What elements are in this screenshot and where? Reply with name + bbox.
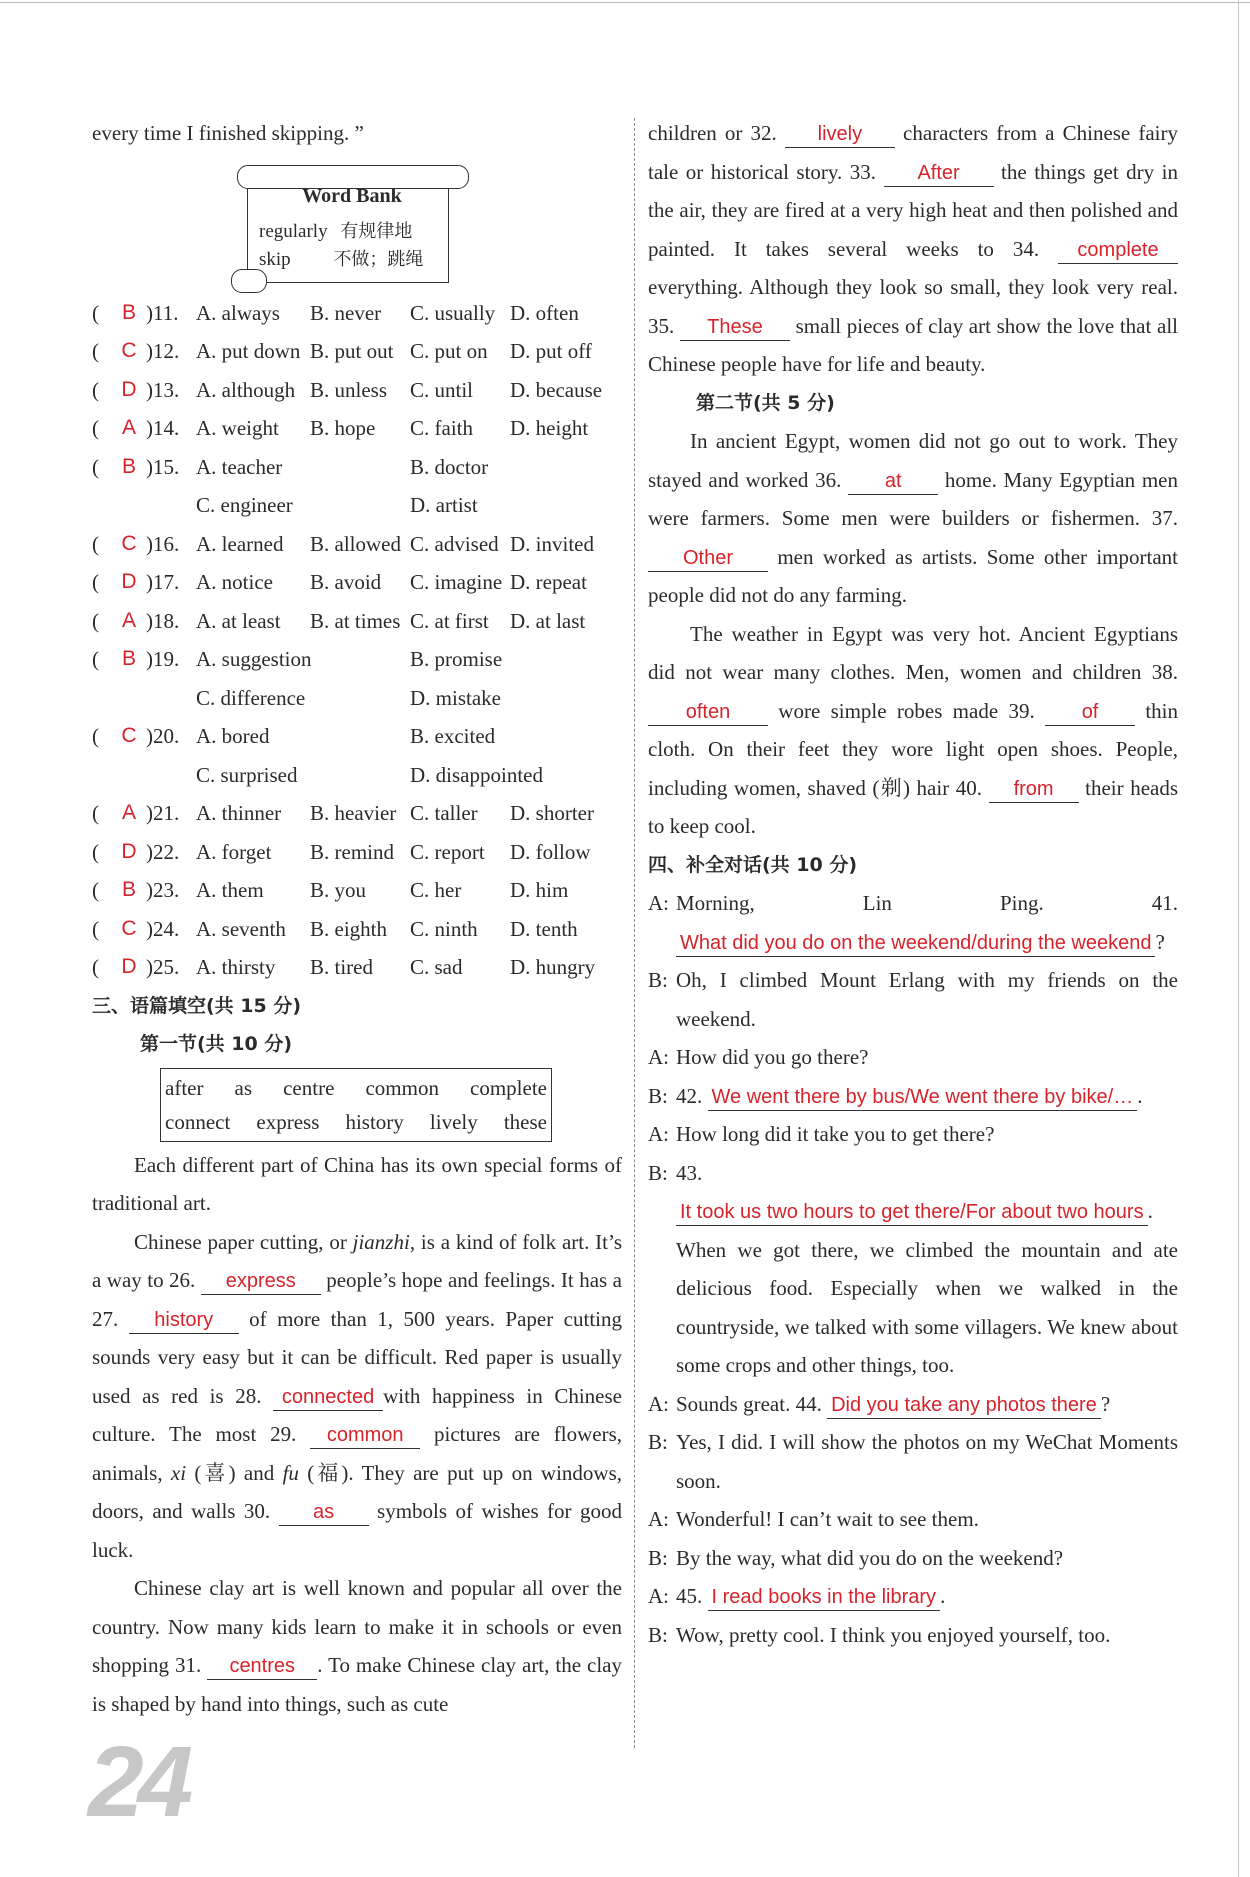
speaker-label: A: bbox=[648, 1391, 669, 1416]
answer-letter: B bbox=[121, 454, 136, 478]
question-number: )24. bbox=[146, 916, 180, 941]
speaker-label: A: bbox=[648, 1045, 669, 1069]
top-rule bbox=[0, 2, 1250, 3]
question-row: ( C )12. A. put down B. put out C. put on D. put off bbox=[92, 332, 622, 371]
answer-letter: B bbox=[121, 647, 136, 670]
dialogue-line: B: Oh, I climbed Mount Erlang with my friends on the weekend. bbox=[648, 961, 1178, 1038]
option-d: D. mistake bbox=[410, 685, 501, 710]
question-row: ( C )24. A. seventh B. eighth C. ninth D. tenth bbox=[92, 910, 622, 949]
paragraph: The weather in Egypt was very hot. Ancient Egyptians did not wear many clothes. Men, women and children 38. often wore simple robes made 39. of thin cloth. On their feet they wore light open shoes. People, including women, shaved (剃) hair 40. from their heads to keep cool. bbox=[648, 621, 1179, 838]
option-d: D. artist bbox=[410, 493, 478, 517]
option-d: D. repeat bbox=[510, 570, 587, 594]
question-number: )21. bbox=[146, 801, 180, 825]
dialogue-line: A: 45. I read books in the library . bbox=[648, 1577, 1178, 1616]
dialogue-line: A: How long did it take you to get there? bbox=[648, 1115, 1178, 1154]
speaker-label: B: bbox=[648, 1083, 668, 1108]
option-b: B. never bbox=[310, 300, 382, 325]
answer-35: These bbox=[680, 314, 790, 341]
option-a: A. them bbox=[196, 878, 264, 902]
dialogue-line: A: Sounds great. 44. Did you take any photos there ? bbox=[648, 1385, 1178, 1424]
option-a: A. learned bbox=[196, 531, 284, 556]
option-c: C. difference bbox=[196, 685, 306, 710]
question-number: )11. bbox=[146, 300, 179, 325]
speaker-label: B: bbox=[648, 1430, 668, 1454]
answer-letter: B bbox=[121, 878, 136, 901]
dialogue-answer: I read books in the library bbox=[708, 1584, 941, 1611]
option-b: B. hope bbox=[310, 416, 376, 440]
option-c: C. faith bbox=[410, 416, 473, 440]
option-d: D. height bbox=[510, 416, 589, 440]
answer-34: complete bbox=[1058, 237, 1178, 264]
question-row-continued bbox=[92, 486, 622, 525]
question-row: ( B )15. A. teacher B. doctor bbox=[92, 448, 622, 487]
left-column bbox=[92, 118, 622, 1723]
option-a: A. thinner bbox=[196, 801, 282, 825]
part-1-title: 第一节(共 10 分) bbox=[140, 1033, 293, 1055]
dialogue-answer: We went there by bus/We went there by bike/… bbox=[708, 1084, 1138, 1111]
option-c: C. put on bbox=[410, 339, 488, 363]
answer-letter: C bbox=[121, 531, 137, 555]
question-row: ( D )22. A. forget B. remind C. report D. follow bbox=[92, 833, 622, 872]
dialogue-line: A: How did you go there? bbox=[648, 1038, 1178, 1077]
answer-letter: D bbox=[121, 377, 137, 401]
option-b: B. tired bbox=[310, 955, 373, 979]
option-a: A. thirsty bbox=[196, 955, 276, 979]
option-b: B. unless bbox=[310, 377, 388, 402]
option-c: C. imagine bbox=[410, 570, 503, 594]
speaker-label: A: bbox=[648, 1507, 669, 1531]
paragraph: Each different part of China has its own special forms of traditional art. bbox=[92, 1152, 622, 1215]
multiple-choice-list bbox=[92, 294, 622, 987]
option-b: B. heavier bbox=[310, 801, 397, 825]
question-row-continued bbox=[92, 679, 622, 718]
option-a: A. teacher bbox=[196, 454, 283, 479]
option-c: C. taller bbox=[410, 801, 478, 825]
option-c: C. report bbox=[410, 839, 485, 864]
question-number: )17. bbox=[146, 570, 180, 594]
option-a: A. seventh bbox=[196, 916, 286, 941]
section-4-title: 四、补全对话(共 10 分) bbox=[648, 853, 858, 876]
option-c: C. surprised bbox=[196, 762, 298, 787]
question-row-continued bbox=[92, 756, 622, 795]
question-row: ( D )13. A. although B. unless C. until D. because bbox=[92, 371, 622, 410]
speaker-label: A: bbox=[648, 1584, 669, 1608]
option-d: D. him bbox=[510, 878, 569, 902]
word-bank bbox=[237, 165, 467, 290]
option-a: A. at least bbox=[196, 608, 281, 633]
option-d: D. tenth bbox=[510, 916, 578, 941]
question-row: ( B )23. A. them B. you C. her D. him bbox=[92, 871, 622, 910]
question-row: ( D )17. A. notice B. avoid C. imagine D. repeat bbox=[92, 563, 622, 602]
answer-letter: A bbox=[121, 608, 136, 632]
dialogue-line: B: 43. It took us two hours to get there/For about two hours . When we got there, we climbed the mountain and ate delicious food. Especially when we walked in the countryside, we talked with some villagers. We knew about some crops and other things, too. bbox=[648, 1154, 1178, 1385]
intro-line: every time I finished skipping. ” bbox=[92, 121, 364, 145]
option-b: B. allowed bbox=[310, 531, 401, 556]
word-bank-row: regularly 有规律地 bbox=[259, 220, 413, 242]
option-b: B. remind bbox=[310, 839, 394, 864]
question-row: ( A )18. A. at least B. at times C. at first D. at last bbox=[92, 602, 622, 641]
answer-30: as bbox=[279, 1499, 369, 1526]
question-row: ( B )19. A. suggestion B. promise bbox=[92, 640, 622, 679]
answer-36: at bbox=[848, 468, 938, 495]
option-b: B. you bbox=[310, 878, 367, 902]
option-c: C. her bbox=[410, 878, 462, 902]
speaker-label: A: bbox=[648, 1122, 669, 1146]
dialogue-line: A: Wonderful! I can’t wait to see them. bbox=[648, 1500, 1178, 1539]
option-d: D. often bbox=[510, 300, 579, 325]
option-d: D. hungry bbox=[510, 955, 596, 979]
answer-letter: D bbox=[121, 570, 137, 593]
paragraph: Chinese clay art is well known and popular all over the country. Now many kids learn to make it in schools or even shopping 31. centres . To make Chinese clay art, the clay is shaped by hand into things, such as cute bbox=[92, 1576, 622, 1716]
page-number: 24 bbox=[88, 1726, 188, 1838]
speaker-label: B: bbox=[648, 1545, 668, 1570]
answer-39: of bbox=[1045, 699, 1135, 726]
option-c: C. usually bbox=[410, 300, 496, 325]
option-d: D. follow bbox=[510, 839, 591, 864]
question-row: ( D )25. A. thirsty B. tired C. sad D. hungry bbox=[92, 948, 622, 987]
question-number: )13. bbox=[146, 377, 180, 402]
option-b: B. doctor bbox=[410, 454, 489, 479]
question-number: )12. bbox=[146, 339, 180, 363]
option-d: D. shorter bbox=[510, 801, 594, 825]
answer-33: After bbox=[884, 160, 994, 187]
speaker-label: A: bbox=[648, 891, 669, 915]
question-number: )23. bbox=[146, 878, 180, 902]
word-bank-row: skip 不做；跳绳 bbox=[259, 248, 424, 270]
column-divider bbox=[634, 118, 636, 1748]
option-a: A. suggestion bbox=[196, 647, 312, 671]
option-c: C. sad bbox=[410, 955, 463, 979]
answer-31: centres bbox=[207, 1653, 317, 1680]
dialogue-line: B: Yes, I did. I will show the photos on my WeChat Moments soon. bbox=[648, 1423, 1178, 1500]
option-b: B. put out bbox=[310, 339, 394, 363]
question-row: ( B )11. A. always B. never C. usually D. often bbox=[92, 294, 622, 333]
question-number: )25. bbox=[146, 955, 180, 979]
answer-38: often bbox=[648, 699, 768, 726]
paragraph: In ancient Egypt, women did not go out to work. They stayed and worked 36. at home. Many Egyptian men were farmers. Some men were builders or fishermen. 37. Other men worked as artists. Some other important people did not do any farming. bbox=[648, 429, 1179, 607]
question-row: ( C )16. A. learned B. allowed C. advised D. invited bbox=[92, 525, 622, 564]
paragraph: Chinese paper cutting, or jianzhi, is a kind of folk art. It’s a way to 26. express people’s hope and feelings. It has a 27. history of more than 1, 500 years. Paper cutting sounds very easy but it can be difficult. Red paper is usually used as red is 28. connected with happiness in Chinese culture. The most 29. common pictures are flowers, animals, xi (喜) and fu (福). They are put up on windows, doors, and walls 30. as symbols of wishes for good luck. bbox=[92, 1229, 623, 1562]
option-b: B. excited bbox=[410, 724, 496, 748]
question-number: )22. bbox=[146, 839, 180, 864]
option-c: C. engineer bbox=[196, 493, 293, 517]
paragraph: children or 32. lively characters from a Chinese fairy tale or historical story. 33. After the things get dry in the air, they are fired at a very high heat and then polished and painted. It takes several weeks to 34. complete everything. Although they look so small, they look very real. 35. These small pieces of clay art show the love that all Chinese people have for life and beauty. bbox=[648, 121, 1179, 376]
answer-26: express bbox=[201, 1268, 321, 1295]
dialogue-line: B: Wow, pretty cool. I think you enjoyed yourself, too. bbox=[648, 1616, 1178, 1655]
question-number: )16. bbox=[146, 531, 180, 556]
option-d: D. at last bbox=[510, 608, 586, 633]
option-b: B. avoid bbox=[310, 570, 382, 594]
dialogue bbox=[648, 884, 1178, 1654]
option-c: C. until bbox=[410, 377, 474, 402]
option-c: C. at first bbox=[410, 608, 489, 633]
option-a: A. put down bbox=[196, 339, 301, 363]
right-column bbox=[648, 118, 1178, 1654]
question-number: )20. bbox=[146, 724, 180, 748]
option-d: D. put off bbox=[510, 339, 592, 363]
speaker-label: B: bbox=[648, 1622, 668, 1647]
option-b: B. promise bbox=[410, 647, 503, 671]
answer-letter: D bbox=[121, 839, 137, 863]
answer-29: common bbox=[310, 1422, 420, 1449]
dialogue-answer: What did you do on the weekend/during the weekend bbox=[676, 930, 1155, 957]
question-number: )14. bbox=[146, 416, 180, 440]
option-a: A. always bbox=[196, 300, 280, 325]
option-b: B. at times bbox=[310, 608, 401, 633]
section-3-title: 三、语篇填空(共 15 分) bbox=[92, 994, 302, 1017]
question-number: )18. bbox=[146, 608, 180, 633]
answer-27: history bbox=[129, 1307, 239, 1334]
answer-letter: B bbox=[121, 300, 136, 324]
question-row: ( A )14. A. weight B. hope C. faith D. height bbox=[92, 409, 622, 448]
answer-letter: C bbox=[121, 339, 137, 362]
option-d: D. disappointed bbox=[410, 762, 543, 787]
word-box: after as centre common complete connect express history lively these bbox=[160, 1068, 552, 1142]
option-a: A. notice bbox=[196, 570, 273, 594]
answer-40: from bbox=[989, 776, 1079, 803]
answer-letter: A bbox=[121, 416, 136, 439]
speaker-label: B: bbox=[648, 1160, 668, 1185]
speaker-label: B: bbox=[648, 968, 668, 992]
option-a: A. bored bbox=[196, 724, 270, 748]
dialogue-answer: It took us two hours to get there/For about two hours bbox=[676, 1199, 1148, 1226]
dialogue-line: A: Morning, Lin Ping. 41. What did you do on the weekend/during the weekend ? bbox=[648, 884, 1178, 961]
question-row: ( A )21. A. thinner B. heavier C. taller D. shorter bbox=[92, 794, 622, 833]
option-a: A. weight bbox=[196, 416, 279, 440]
option-d: D. invited bbox=[510, 531, 594, 556]
option-a: A. although bbox=[196, 377, 296, 402]
dialogue-answer: Did you take any photos there bbox=[827, 1392, 1101, 1419]
answer-letter: C bbox=[121, 916, 137, 940]
option-d: D. because bbox=[510, 377, 603, 402]
option-a: A. forget bbox=[196, 839, 272, 864]
answer-32: lively bbox=[785, 121, 895, 148]
dialogue-line: B: 42. We went there by bus/We went there by bike/… . bbox=[648, 1077, 1178, 1116]
answer-37: Other bbox=[648, 545, 768, 572]
option-b: B. eighth bbox=[310, 916, 387, 941]
question-number: )19. bbox=[146, 647, 180, 671]
answer-letter: A bbox=[121, 801, 136, 824]
part-2-title: 第二节(共 5 分) bbox=[696, 391, 835, 414]
option-c: C. ninth bbox=[410, 916, 478, 941]
dialogue-line: B: By the way, what did you do on the weekend? bbox=[648, 1539, 1178, 1578]
answer-letter: D bbox=[121, 955, 137, 978]
word-bank-title: Word Bank bbox=[302, 184, 402, 207]
question-number: )15. bbox=[146, 454, 180, 479]
option-c: C. advised bbox=[410, 531, 499, 556]
question-row: ( C )20. A. bored B. excited bbox=[92, 717, 622, 756]
page-edge bbox=[1238, 0, 1239, 1877]
answer-28: connected bbox=[273, 1384, 383, 1411]
answer-letter: C bbox=[121, 724, 137, 747]
